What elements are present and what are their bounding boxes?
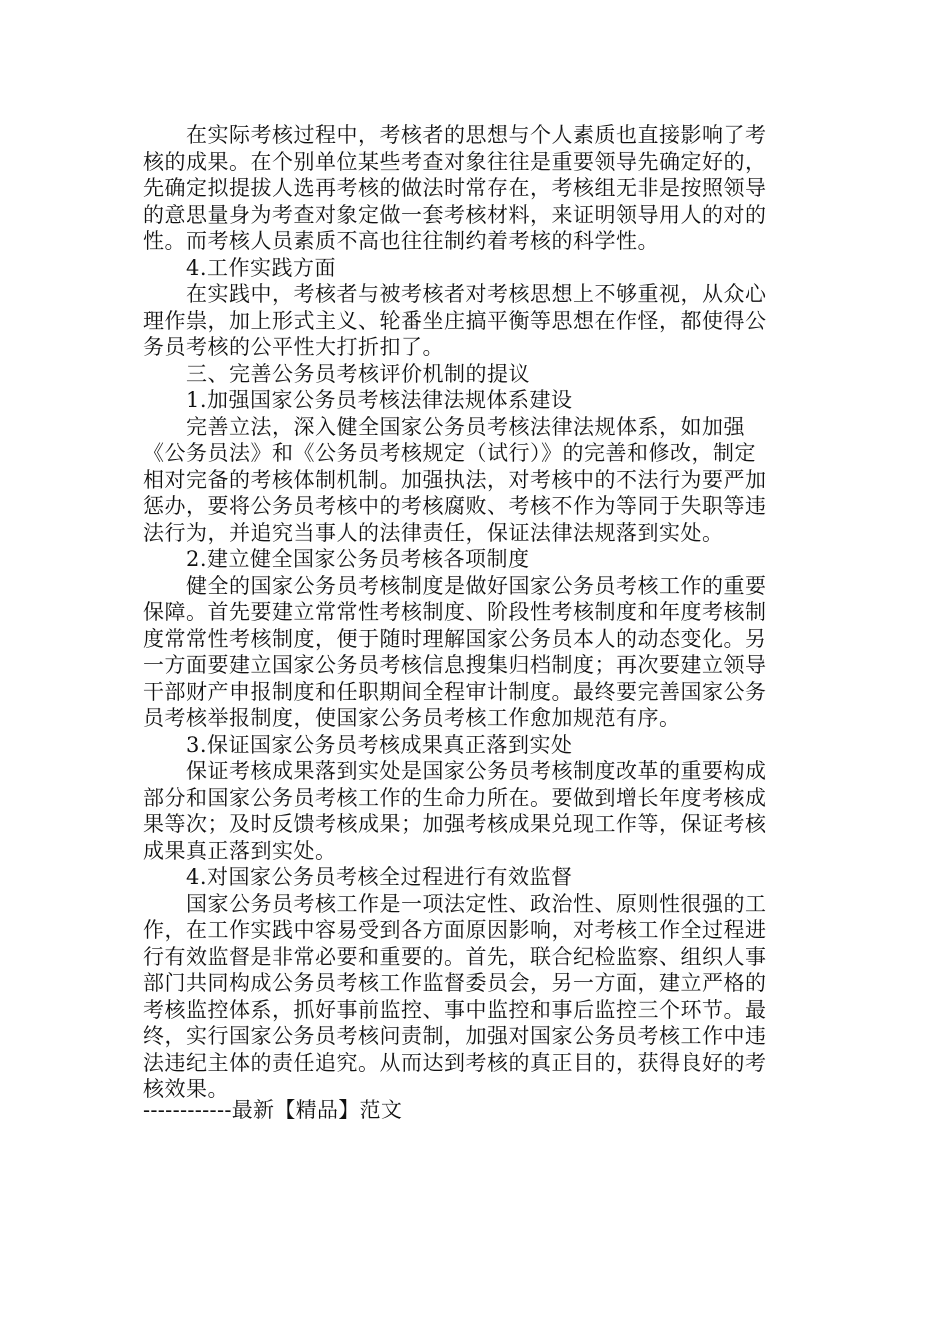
text-line: 终，实行国家公务员考核问责制，加强对国家公务员考核工作中违 [143,1024,767,1048]
text-line: 的意思量身为考查对象定做一套考核材料，来证明领导用人的对的 [143,202,767,227]
text-line: 保障。首先要建立常常性考核制度、阶段性考核制度和年度考核制 [143,600,767,624]
text-line: 度常常性考核制度，便于随时理解国家公务员本人的动态变化。另 [143,626,767,651]
text-line: 果等次；及时反馈考核成果；加强考核成果兑现工作等，保证考核 [143,812,767,836]
text-line: 性。而考核人员素质不高也往往制约着考核的科学性。 [143,229,659,253]
text-line: 成果真正落到实处。 [143,838,337,863]
text-line: 三、完善公务员考核评价机制的提议 [186,361,530,386]
text-line: 法行为，并追究当事人的法律责任，保证法律法规落到实处。 [143,520,724,545]
footer-text: ------------最新【精品】范文 [143,1098,403,1122]
text-line: 法违纪主体的责任追究。从而达到考核的真正目的，获得良好的考 [143,1050,767,1075]
text-line: 一方面要建立国家公务员考核信息搜集归档制度；再次要建立领导 [143,653,767,677]
text-line: 2.建立健全国家公务员考核各项制度 [186,547,530,571]
text-line: 《公务员法》和《公务员考核规定（试行）》的完善和修改，制定 [143,441,756,465]
text-line: 完善立法，深入健全国家公务员考核法律法规体系，如加强 [186,414,745,439]
text-line: 惩办，要将公务员考核中的考核腐败、考核不作为等同于失职等违 [143,494,767,518]
text-line: 部门共同构成公务员考核工作监督委员会，另一方面，建立严格的 [143,971,767,995]
text-line: 作，在工作实践中容易受到各方面原因影响，对考核工作全过程进 [143,918,767,942]
text-line: 在实践中，考核者与被考核者对考核思想上不够重视，从众心 [186,282,767,306]
text-line: 员考核举报制度，使国家公务员考核工作愈加规范有序。 [143,706,681,730]
text-line: 国家公务员考核工作是一项法定性、政治性、原则性很强的工 [186,891,767,916]
text-line: 3.保证国家公务员考核成果真正落到实处 [186,732,573,757]
text-line: 考核监控体系，抓好事前监控、事中监控和事后监控三个环节。最 [143,997,767,1022]
text-line: 保证考核成果落到实处是国家公务员考核制度改革的重要构成 [186,759,767,783]
text-line: 4.对国家公务员考核全过程进行有效监督 [186,865,573,889]
text-line: 核的成果。在个别单位某些考查对象往往是重要领导先确定好的， [143,149,767,174]
text-line: 4.工作实践方面 [186,255,337,280]
text-line: 理作祟，加上形式主义、轮番坐庄搞平衡等思想在作怪，都使得公 [143,308,767,333]
text-line: 1.加强国家公务员考核法律法规体系建设 [186,388,573,412]
text-line: 干部财产申报制度和任职期间全程审计制度。最终要完善国家公务 [143,679,767,704]
text-line: 在实际考核过程中，考核者的思想与个人素质也直接影响了考 [186,123,767,147]
text-line: 行有效监督是非常必要和重要的。首先，联合纪检监察、组织人事 [143,944,767,969]
text-line: 核效果。 [143,1077,229,1101]
text-line: 部分和国家公务员考核工作的生命力所在。要做到增长年度考核成 [143,785,767,810]
text-line: 务员考核的公平性大打折扣了。 [143,335,444,359]
document-body [143,122,807,1103]
text-line: 先确定拟提拔人选再考核的做法时常存在，考核组无非是按照领导 [143,176,767,200]
text-line: 相对完备的考核体制机制。加强执法，对考核中的不法行为要严加 [143,467,767,492]
text-line: 健全的国家公务员考核制度是做好国家公务员考核工作的重要 [186,573,767,598]
